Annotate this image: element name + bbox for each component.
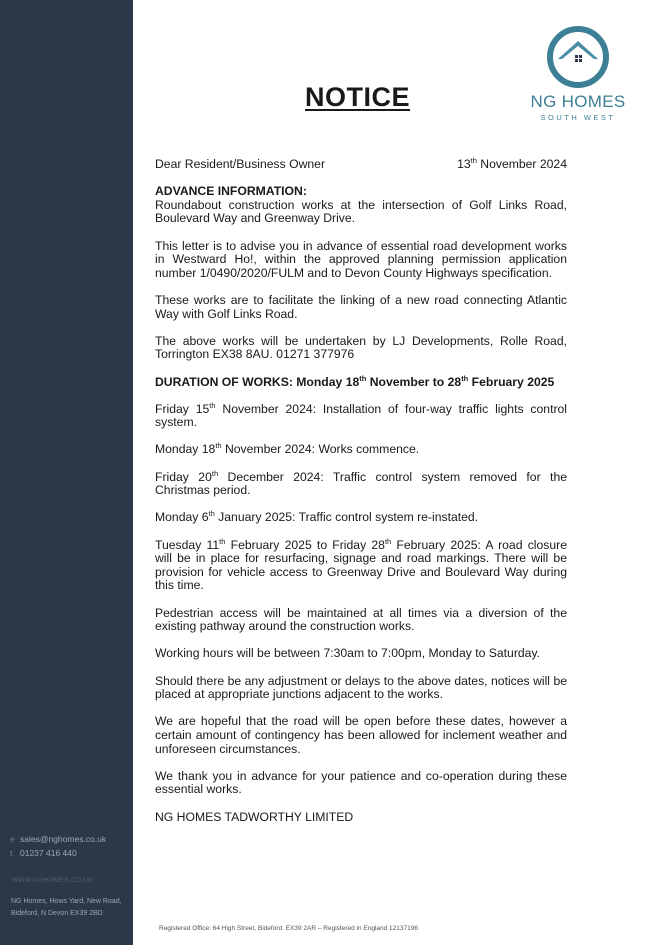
sidebar-contact: [10, 832, 106, 860]
paragraph: The above works will be undertaken by LJ Developments, Rolle Road, Torrington EX38 8AU. 01271 377976: [155, 333, 567, 362]
logo-brand: NG HOMES: [530, 92, 626, 111]
letter-header: [155, 155, 567, 172]
schedule-item: Monday 18th November 2024: Works commence.: [155, 441, 420, 457]
address-line-2: Bideford, N Devon EX39 2BD: [11, 910, 103, 917]
schedule-item: Friday 15th November 2024: Installation of four-way traffic lights control system.: [155, 400, 567, 430]
schedule-item: Tuesday 11th February 2025 to Friday 28th February 2025: A road closure will be in place for resurfacing, signage and road markings. There will be provision for vehicle access to Greenway Drive and Boulevard Way during this time.: [155, 536, 567, 593]
schedule-item: Friday 20th December 2024: Traffic control system removed for the Christmas period.: [155, 468, 567, 498]
email-icon: e: [10, 834, 15, 844]
sidebar: [0, 0, 133, 945]
advance-text: Roundabout construction works at the intersection of Golf Links Road, Boulevard Way and Greenway Drive.: [155, 197, 567, 226]
sidebar-email[interactable]: sales@nghomes.co.uk: [20, 834, 107, 844]
paragraph: These works are to facilitate the linking of a new road connecting Atlantic Way with Golf Links Road.: [155, 292, 567, 321]
paragraph: Pedestrian access will be maintained at all times via a diversion of the existing pathway around the construction works.: [155, 605, 567, 634]
paragraph: Should there be any adjustment or delays to the above dates, notices will be placed at appropriate junctions adjacent to the works.: [155, 673, 567, 702]
advance-information: [155, 185, 567, 226]
paragraph: We thank you in advance for your patience and co-operation during these essential works.: [155, 768, 567, 797]
logo-subtitle: SOUTH WEST: [540, 113, 616, 122]
house-logo-icon: [546, 26, 610, 88]
greeting: Dear Resident/Business Owner: [155, 157, 326, 171]
phone-icon: t: [10, 848, 13, 858]
letter-date: 13th November 2024: [457, 155, 567, 171]
sidebar-phone[interactable]: 01237 416 440: [20, 848, 77, 858]
duration-heading: DURATION OF WORKS: Monday 18th November to 28th February 2025: [155, 373, 555, 389]
footer-registered-office: Registered Office: 64 High Street, Bideford. EX39 2AR – Registered in England 12137196: [159, 925, 418, 932]
company-logo: [520, 26, 636, 130]
sidebar-address: [11, 896, 129, 920]
advance-heading: ADVANCE INFORMATION:: [155, 184, 307, 199]
paragraph: We are hopeful that the road will be open before these dates, however a certain amount of contingency has been allowed for inclement weather and unforeseen circumstances.: [155, 714, 567, 756]
signature: NG HOMES TADWORTHY LIMITED: [155, 809, 354, 824]
letter-body: [155, 155, 567, 838]
schedule-item: Monday 6th January 2025: Traffic control system re-instated.: [155, 509, 479, 525]
page-title: NOTICE: [305, 82, 411, 112]
sidebar-website[interactable]: WWW.NGHOMES.CO.UK: [12, 877, 93, 884]
address-line-1: NG Homes, Hows Yard, New Road,: [11, 898, 122, 905]
paragraph: Working hours will be between 7:30am to 7:00pm, Monday to Saturday.: [155, 646, 541, 661]
paragraph: This letter is to advise you in advance of essential road development works in Westward Ho!, within the approved planning permission application number 1/0490/2020/FULM and to Devon County Highways specification.: [155, 238, 567, 280]
